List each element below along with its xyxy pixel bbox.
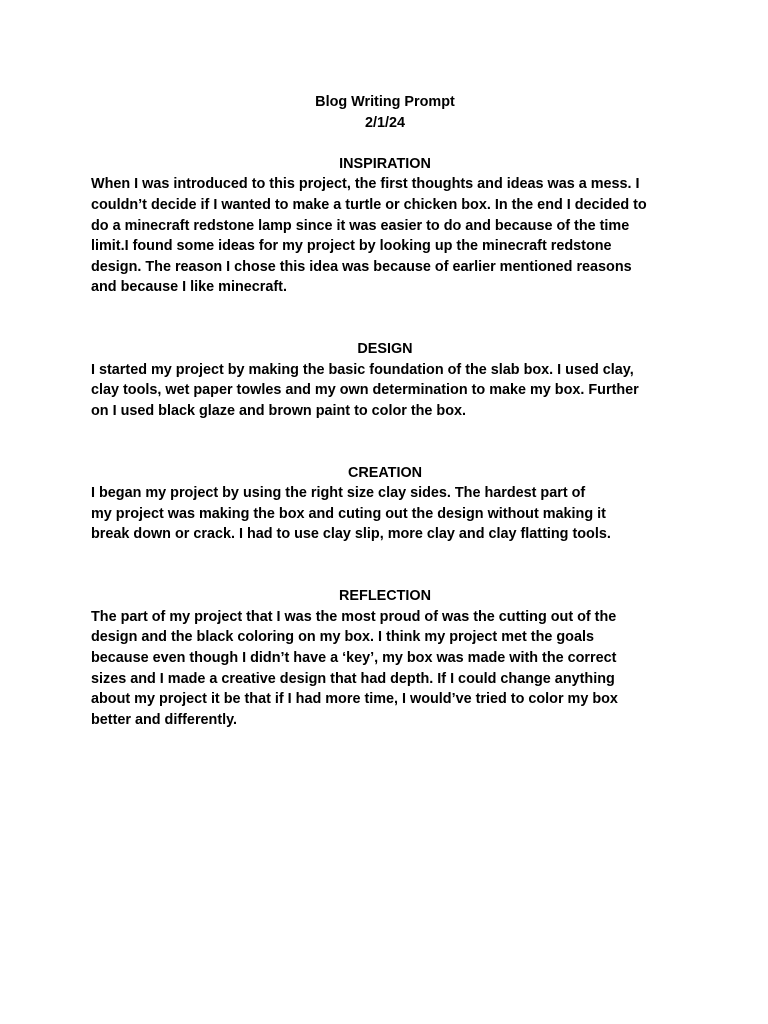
section-heading-inspiration: INSPIRATION <box>339 155 431 172</box>
document-title: Blog Writing Prompt <box>315 94 455 110</box>
document-date: 2/1/24 <box>364 114 405 131</box>
spacer <box>91 545 679 586</box>
section-body-creation: I began my project by using the right size clay sides. The hardest part of my project was making the box and cuting out the design without making it break down or crack. I had to use clay slip, more clay and clay flatting tools. <box>91 485 611 543</box>
spacer <box>91 422 679 463</box>
section-body-inspiration: When I was introduced to this project, the first thoughts and ideas was a mess. I couldn’t decide if I wanted to make a turtle or chicken box. In the end I decided to do a minecraft redstone lamp since it was easier to do and because of the time limit.I found some ideas for my project by looking up the minecraft redstone design. The reason I chose this idea was because of earlier mentioned reasons and because I like minecraft. <box>91 176 647 296</box>
spacer <box>91 133 679 154</box>
spacer <box>91 298 679 339</box>
section-heading-design: DESIGN <box>357 341 413 358</box>
section-heading-creation: CREATION <box>347 464 423 481</box>
section-body-reflection: The part of my project that I was the most proud of was the cutting out of the design and the black coloring on my box. I think my project met the goals because even though I didn’t have a ‘key’, my box was made with the correct sizes and I made a creative design that had depth. If I could change anything about my project it be that if I had more time, I would’ve tried to color my box better and differently. <box>91 608 618 728</box>
section-body-design: I started my project by making the basic foundation of the slab box. I used clay, clay tools, wet paper towles and my own determination to make my box. Further on I used black glaze and brown paint to color the box. <box>91 361 639 419</box>
document-body <box>91 92 679 730</box>
section-heading-reflection: REFLECTION <box>339 588 431 605</box>
